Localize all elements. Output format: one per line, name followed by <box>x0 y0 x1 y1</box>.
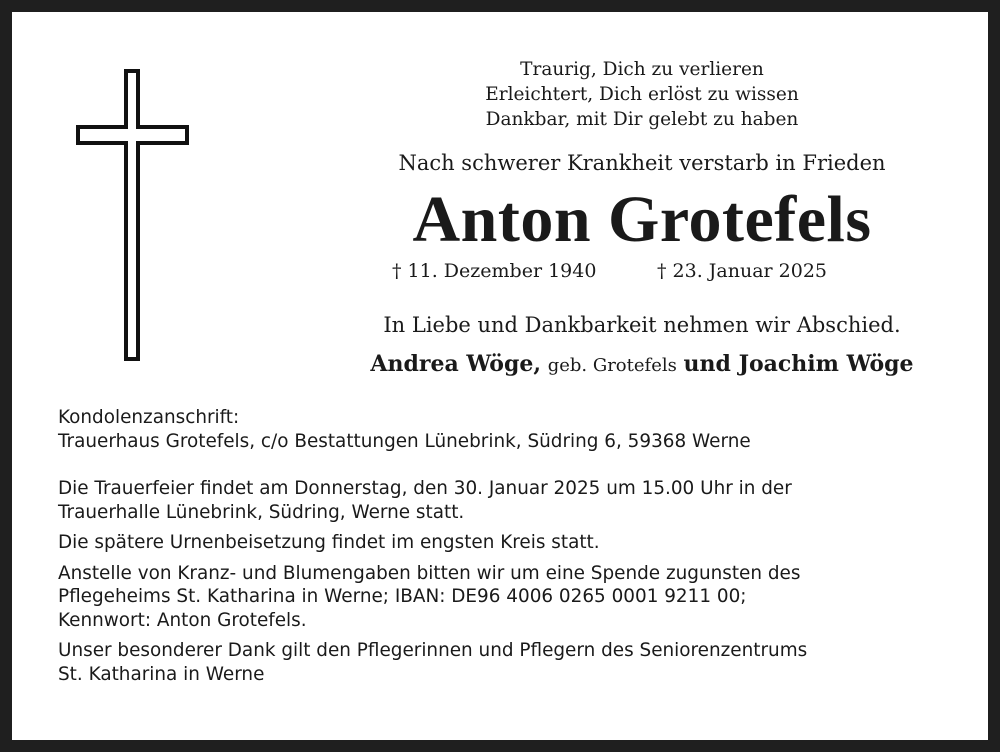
signers <box>332 349 952 381</box>
address-line: Trauerhaus Grotefels, c/o Bestattungen Lünebrink, Südring 6, 59368 Werne <box>58 430 751 452</box>
poem-line: Traurig, Dich zu verlieren <box>520 59 764 80</box>
burial-paragraph <box>58 531 952 555</box>
notice-body <box>58 477 952 693</box>
cross-icon <box>76 69 190 361</box>
text-line: Anstelle von Kranz- und Blumengaben bitten wir um eine Spende zugunsten des <box>58 562 801 584</box>
donation-paragraph <box>58 562 952 633</box>
signer-maiden-name: geb. Grotefels <box>547 355 677 376</box>
poem-line: Dankbar, mit Dir gelebt zu haben <box>485 109 799 130</box>
ceremony-paragraph <box>58 477 952 524</box>
poem-line: Erleichtert, Dich erlöst zu wissen <box>485 84 799 105</box>
text-line: Die spätere Urnenbeisetzung findet im engsten Kreis statt. <box>58 532 600 553</box>
death-date: † 23. Januar 2025 <box>657 260 828 282</box>
farewell-text: In Liebe und Dankbarkeit nehmen wir Abschied. <box>383 313 901 337</box>
condolence-address <box>58 406 952 453</box>
text-line: Unser besonderer Dank gilt den Pflegerinnen und Pflegern des Seniorenzentrums <box>58 640 808 661</box>
birth-date: † 11. Dezember 1940 <box>392 260 597 282</box>
thanks-paragraph <box>58 639 952 686</box>
deceased-name: Anton Grotefels <box>412 183 872 256</box>
signer-first: Andrea Wöge, <box>370 351 541 377</box>
address-label: Kondolenzanschrift: <box>58 407 240 428</box>
text-line: Kennwort: Anton Grotefels. <box>58 609 307 631</box>
obituary-card <box>12 12 988 740</box>
text-line: Die Trauerfeier findet am Donnerstag, den 30. Januar 2025 um 15.00 Uhr in der <box>58 478 792 499</box>
death-notice-intro: Nach schwerer Krankheit verstarb in Frieden <box>398 151 886 175</box>
text-line: Pflegeheims St. Katharina in Werne; IBAN: DE96 4006 0265 0001 9211 00; <box>58 586 747 607</box>
poem <box>332 57 952 132</box>
text-line: St. Katharina in Werne <box>58 663 265 685</box>
text-line: Trauerhalle Lünebrink, Südring, Werne statt. <box>58 501 465 523</box>
signer-second: und Joachim Wöge <box>683 351 914 377</box>
